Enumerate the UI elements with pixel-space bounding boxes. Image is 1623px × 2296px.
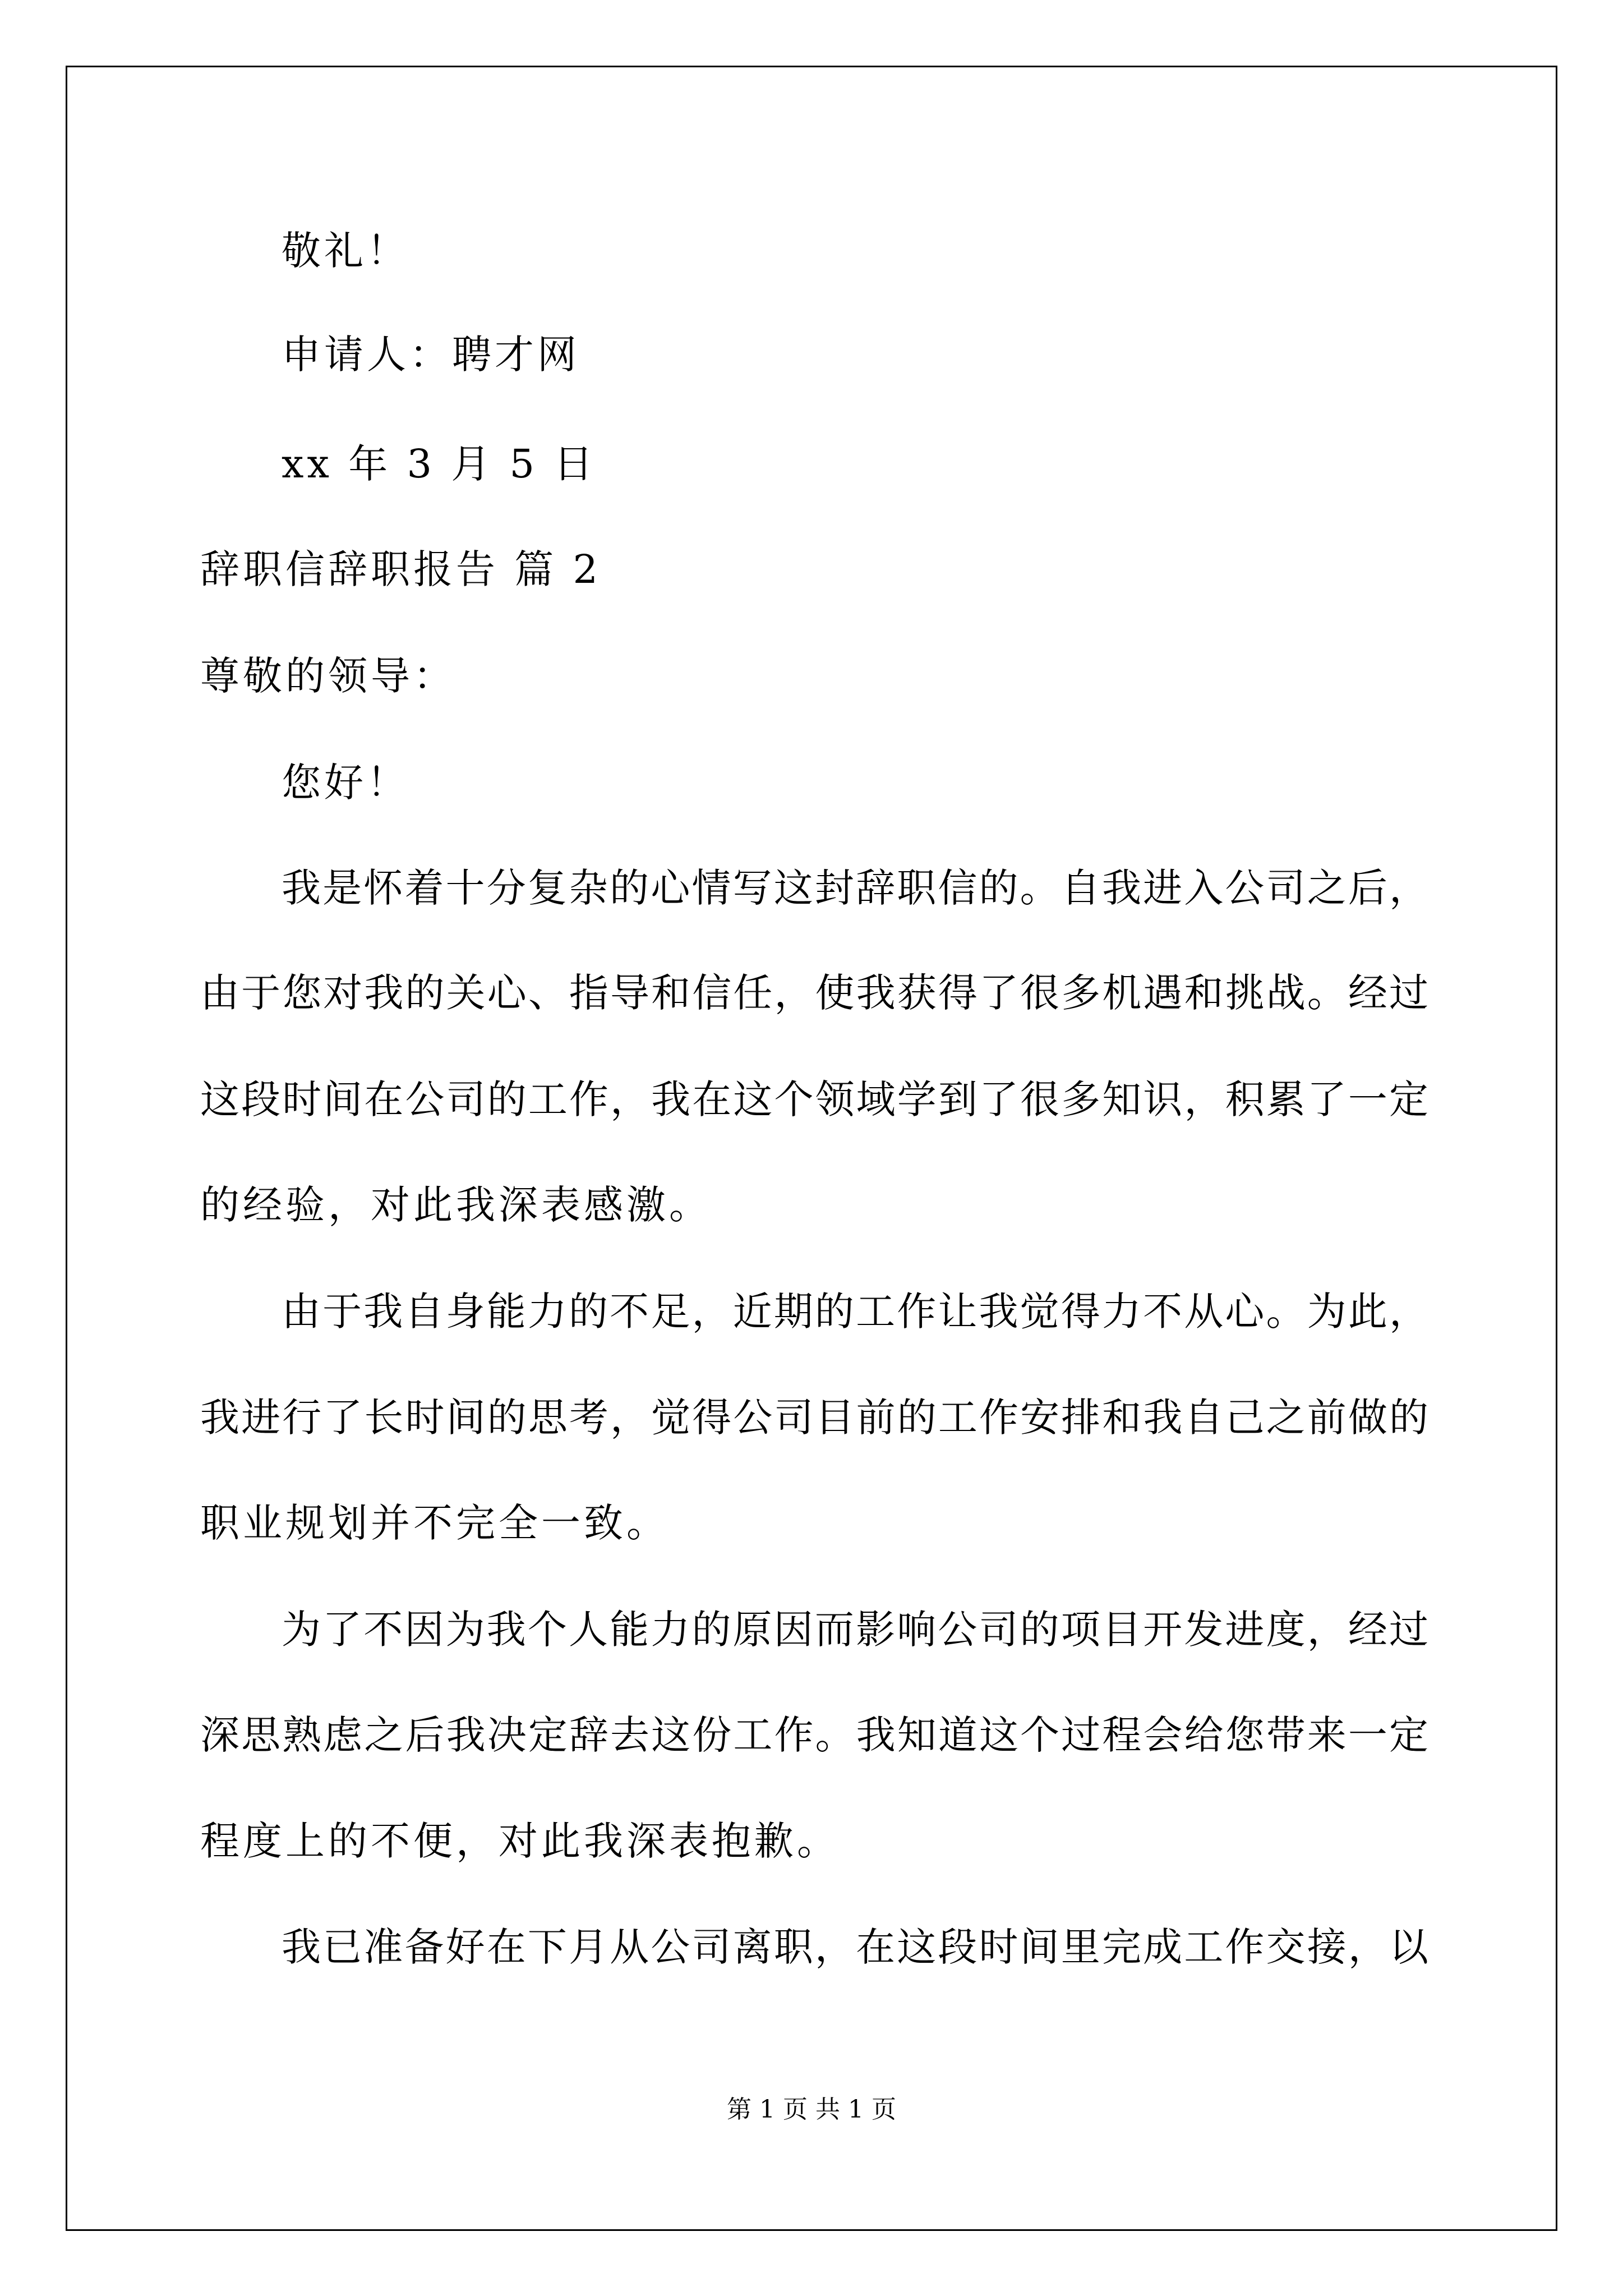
paragraph-line: 这段时间在公司的工作，我在这个领域学到了很多知识，积累了一定 — [200, 1076, 1428, 1122]
paragraph-line: 由于我自身能力的不足，近期的工作让我觉得力不从心。为此， — [282, 1289, 1428, 1335]
salutation: 敬礼！ — [282, 228, 409, 274]
applicant-signature: 申请人：聘才网 — [282, 332, 580, 378]
greeting: 您好！ — [282, 760, 409, 806]
paragraph-line: 程度上的不便，对此我深表抱歉。 — [200, 1818, 840, 1864]
paragraph-line: 由于您对我的关心、指导和信任，使我获得了很多机遇和挑战。经过 — [200, 970, 1428, 1016]
paragraph-line: 的经验，对此我深表感激。 — [200, 1182, 712, 1228]
letter-date: xx 年 3 月 5 日 — [282, 441, 597, 487]
addressee: 尊敬的领导： — [200, 653, 456, 699]
paragraph-line: 我已准备好在下月从公司离职，在这段时间里完成工作交接，以 — [282, 1924, 1428, 1970]
paragraph-line: 职业规划并不完全一致。 — [200, 1500, 669, 1546]
section-title: 辞职信辞职报告 篇 2 — [200, 546, 602, 592]
paragraph-line: 为了不因为我个人能力的原因而影响公司的项目开发进度，经过 — [282, 1607, 1428, 1653]
page-number: 第 1 页 共 1 页 — [727, 2095, 896, 2124]
paragraph-line: 我是怀着十分复杂的心情写这封辞职信的。自我进入公司之后， — [282, 865, 1428, 911]
page-border — [66, 66, 1557, 2231]
paragraph-line: 我进行了长时间的思考，觉得公司目前的工作安排和我自己之前做的 — [200, 1395, 1428, 1441]
paragraph-line: 深思熟虑之后我决定辞去这份工作。我知道这个过程会给您带来一定 — [200, 1712, 1428, 1758]
